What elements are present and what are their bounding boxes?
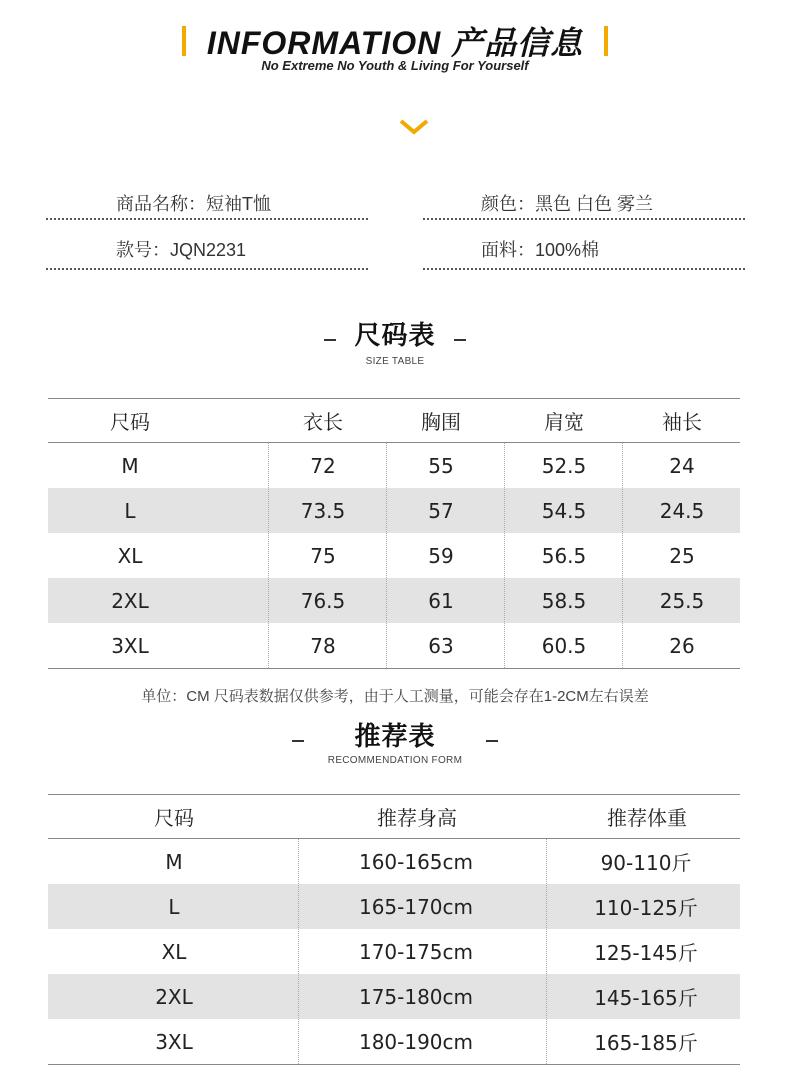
rec-table-subtitle: RECOMMENDATION FORM	[327, 755, 463, 766]
table-row	[48, 929, 740, 974]
table-cell: L	[168, 894, 180, 919]
column-header: 尺码	[110, 410, 150, 434]
header-left-bar	[182, 26, 186, 56]
table-cell: 58.5	[541, 588, 587, 613]
table-cell: XL	[117, 543, 143, 568]
table-header-row	[48, 795, 740, 839]
header-subtitle: No Extreme No Youth & Living For Yourself	[261, 58, 529, 73]
column-divider	[386, 443, 387, 668]
column-divider	[298, 839, 299, 1064]
size-table-title: 尺码表	[354, 321, 436, 351]
info-divider	[46, 268, 368, 270]
column-header: 肩宽	[544, 410, 584, 434]
info-divider	[423, 268, 745, 270]
recommendation-table	[48, 794, 740, 1065]
table-cell: 56.5	[541, 543, 587, 568]
table-cell: XL	[161, 939, 187, 964]
table-cell: 170-175cm	[358, 939, 474, 964]
table-row	[48, 443, 740, 488]
table-cell: 55	[428, 453, 454, 478]
column-divider	[622, 443, 623, 668]
table-cell: 24.5	[659, 498, 705, 523]
table-cell: 3XL	[111, 633, 149, 658]
table-cell: 25.5	[659, 588, 705, 613]
column-divider	[268, 443, 269, 668]
table-cell: 72	[310, 453, 336, 478]
table-row	[48, 533, 740, 578]
table-cell: 24	[669, 453, 695, 478]
table-cell: 90-110斤	[600, 851, 692, 875]
size-table-heading	[0, 315, 790, 352]
table-cell: 25	[669, 543, 695, 568]
table-cell: 180-190cm	[358, 1029, 474, 1054]
table-row	[48, 578, 740, 623]
table-cell: 160-165cm	[358, 849, 474, 874]
table-cell: 2XL	[111, 588, 149, 613]
table-cell: 2XL	[155, 984, 193, 1009]
table-cell: 75	[310, 543, 336, 568]
size-table	[48, 398, 740, 669]
column-divider	[546, 839, 547, 1064]
rec-table-heading	[0, 716, 790, 753]
table-cell: 76.5	[300, 588, 346, 613]
header-right-bar	[604, 26, 608, 56]
table-cell: M	[165, 849, 183, 874]
info-divider	[423, 218, 745, 220]
table-cell: 165-170cm	[358, 894, 474, 919]
product-fabric: 面料：100%棉	[481, 240, 600, 260]
table-row	[48, 839, 740, 884]
column-header: 袖长	[662, 410, 702, 434]
table-row	[48, 488, 740, 533]
table-cell: 175-180cm	[358, 984, 474, 1009]
table-row	[48, 884, 740, 929]
table-cell: 57	[428, 498, 454, 523]
table-cell: 165-185斤	[594, 1031, 698, 1055]
table-cell: 59	[428, 543, 454, 568]
column-header: 推荐身高	[377, 806, 457, 830]
table-cell: 63	[428, 633, 454, 658]
chevron-down-icon	[398, 118, 430, 136]
table-cell: M	[121, 453, 139, 478]
table-cell: 52.5	[541, 453, 587, 478]
table-cell: 61	[428, 588, 454, 613]
table-row	[48, 623, 740, 668]
table-row	[48, 974, 740, 1019]
info-header	[0, 18, 790, 61]
column-header: 推荐体重	[607, 806, 687, 830]
table-cell: L	[124, 498, 136, 523]
table-cell: 3XL	[155, 1029, 193, 1054]
table-row	[48, 1019, 740, 1064]
column-header: 尺码	[154, 806, 194, 830]
table-cell: 73.5	[300, 498, 346, 523]
size-table-subtitle: SIZE TABLE	[365, 356, 425, 367]
product-style-number: 款号：JQN2231	[116, 240, 247, 260]
product-name: 商品名称：短袖T恤	[116, 194, 271, 214]
table-cell: 125-145斤	[594, 941, 698, 965]
table-cell: 60.5	[541, 633, 587, 658]
table-cell: 54.5	[541, 498, 587, 523]
table-cell: 110-125斤	[594, 896, 698, 920]
product-colors: 颜色：黑色 白色 雾兰	[481, 194, 654, 214]
table-cell: 78	[310, 633, 336, 658]
column-header: 衣长	[303, 410, 343, 434]
column-header: 胸围	[421, 410, 461, 434]
table-cell: 26	[669, 633, 695, 658]
column-divider	[504, 443, 505, 668]
size-table-note: 单位：CM 尺码表数据仅供参考，由于人工测量，可能会存在1-2CM左右误差	[141, 688, 649, 705]
table-cell: 145-165斤	[594, 986, 698, 1010]
rec-table-title: 推荐表	[354, 722, 436, 752]
table-header-row	[48, 399, 740, 443]
info-divider	[46, 218, 368, 220]
header-title: INFORMATION 产品信息	[206, 25, 584, 61]
